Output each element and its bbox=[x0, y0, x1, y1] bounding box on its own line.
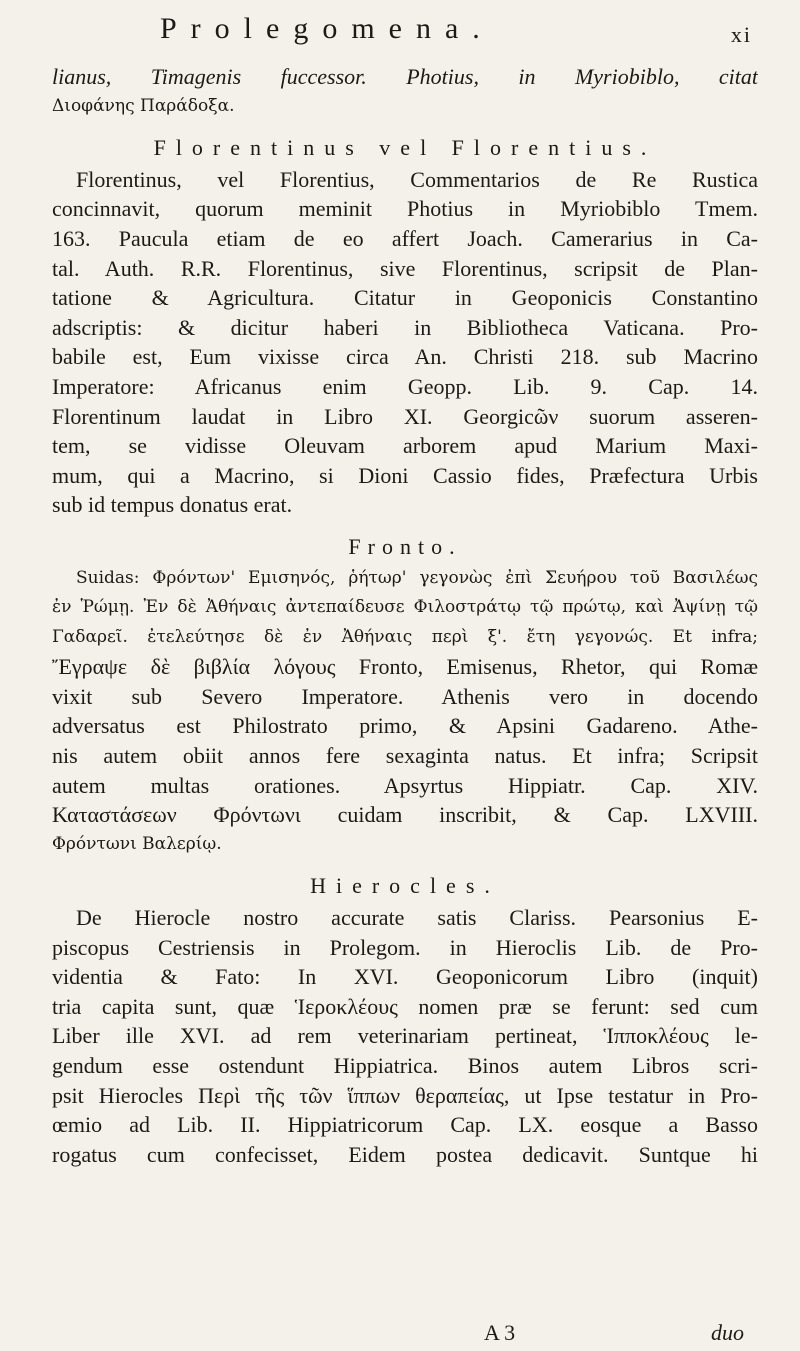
text-line: mum, qui a Macrino, si Dioni Cassio fides, Præfectura Urbis bbox=[52, 462, 758, 488]
section-heading-fronto: Fronto. bbox=[348, 533, 462, 559]
text-line: rogatus cum confecisset, Eidem postea dedicavit. Suntque hi bbox=[52, 1141, 758, 1167]
text-line: 163. Paucula etiam de eo affert Joach. Camerarius in Ca- bbox=[52, 225, 758, 251]
signature-mark: A 3 bbox=[484, 1320, 516, 1345]
text-line: gendum esse ostendunt Hippiatrica. Binos autem Libros scri- bbox=[52, 1053, 758, 1078]
text-line: ἐν Ῥώμῃ. Ἐν δὲ Ἀθήναις ἀντεπαίδευσε Φιλοστράτῳ τῷ πρώτῳ, καὶ Ἀψίνῃ τῷ bbox=[52, 597, 758, 618]
text-line: adversatus est Philostrato primo, & Apsini Gadareno. Athe- bbox=[52, 713, 758, 739]
text-line: Διοφάνης Παράδοξα. bbox=[52, 95, 235, 116]
text-line: De Hierocle nostro accurate satis Clariss. Pearsonius E- bbox=[76, 905, 758, 931]
text-line: Γαδαρεῖ. ἐτελεύτησε δὲ ἐν Ἀθήναις περὶ ξ'. ἔτη γεγονώς. Et infra; bbox=[52, 626, 758, 647]
text-line: piscopus Cestriensis in Prolegom. in Hieroclis Lib. de Pro- bbox=[52, 934, 758, 960]
text-line: concinnavit, quorum meminit Photius in Myriobiblo Tmem. bbox=[52, 196, 758, 222]
text-line: Καταστάσεων Φρόντωνι cuidam inscribit, & Cap. LXVIII. bbox=[52, 802, 758, 828]
section-hierocles bbox=[52, 903, 758, 1169]
page-body bbox=[52, 62, 758, 1169]
text-line: videntia & Fato: In XVI. Geoponicorum Libro (inquit) bbox=[52, 964, 758, 990]
page-number: xi bbox=[730, 22, 752, 47]
text-line: vixit sub Severo Imperatore. Athenis vero in docendo bbox=[52, 683, 758, 709]
text-line: autem multas orationes. Apsyrtus Hippiatr. Cap. XIV. bbox=[52, 772, 758, 798]
text-line: Florentinum laudat in Libro XI. Georgicῶν suorum asseren- bbox=[52, 403, 758, 429]
section-fronto bbox=[52, 564, 758, 860]
section-heading-hierocles: Hierocles. bbox=[310, 873, 500, 899]
text-line: œmio ad Lib. II. Hippiatricorum Cap. LX. eosque a Basso bbox=[52, 1112, 758, 1138]
text-line: Liber ille XVI. ad rem veterinariam pertineat, Ἱπποκλέους le- bbox=[52, 1023, 758, 1049]
text-line: adscriptis: & dicitur haberi in Bibliotheca Vaticana. Pro- bbox=[52, 314, 758, 340]
running-head: Prolegomena. bbox=[160, 12, 494, 45]
section-florentinus bbox=[52, 165, 758, 520]
text-line: Suidas: Φρόντων' Εμισηνός, ῥήτωρ' γεγονὼς ἐπὶ Σευήρου τοῦ Βασιλέως bbox=[76, 567, 758, 588]
text-line: Φρόντωνι Βαλερίῳ. bbox=[52, 833, 222, 854]
text-line: Ἔγραψε δὲ βιβλία λόγους Fronto, Emisenus, Rhetor, qui Romæ bbox=[52, 654, 758, 680]
text-line: Florentinus, vel Florentius, Commentarios de Re Rustica bbox=[76, 166, 758, 192]
text-line: Imperatore: Africanus enim Geopp. Lib. 9. Cap. 14. bbox=[52, 373, 758, 399]
text-line: tem, se vidisse Oleuvam arborem apud Marium Maxi- bbox=[52, 433, 758, 459]
text-line: sub id tempus donatus erat. bbox=[52, 492, 293, 518]
text-line: lianus, Timagenis fuccessor. Photius, in Myriobiblo, citat bbox=[52, 64, 758, 89]
text-line: tria capita sunt, quæ Ἱεροκλέους nomen præ se ferunt: sed cum bbox=[52, 993, 758, 1019]
text-line: psit Hierocles Περὶ τῆς τῶν ἵππων θεραπείας, ut Ipse testatur in Pro- bbox=[52, 1082, 758, 1108]
text-line: tatione & Agricultura. Citatur in Geoponicis Constantino bbox=[52, 285, 758, 311]
text-line: babile est, Eum vixisse circa An. Christi 218. sub Macrino bbox=[52, 344, 758, 370]
section-heading-florentinus: Florentinus vel Florentius. bbox=[153, 135, 657, 161]
catchword: duo bbox=[711, 1320, 744, 1345]
text-line: nis autem obiit annos fere sexaginta natus. Et infra; Scripsit bbox=[52, 743, 758, 769]
text-line: tal. Auth. R.R. Florentinus, sive Florentinus, scripsit de Plan- bbox=[52, 255, 758, 281]
